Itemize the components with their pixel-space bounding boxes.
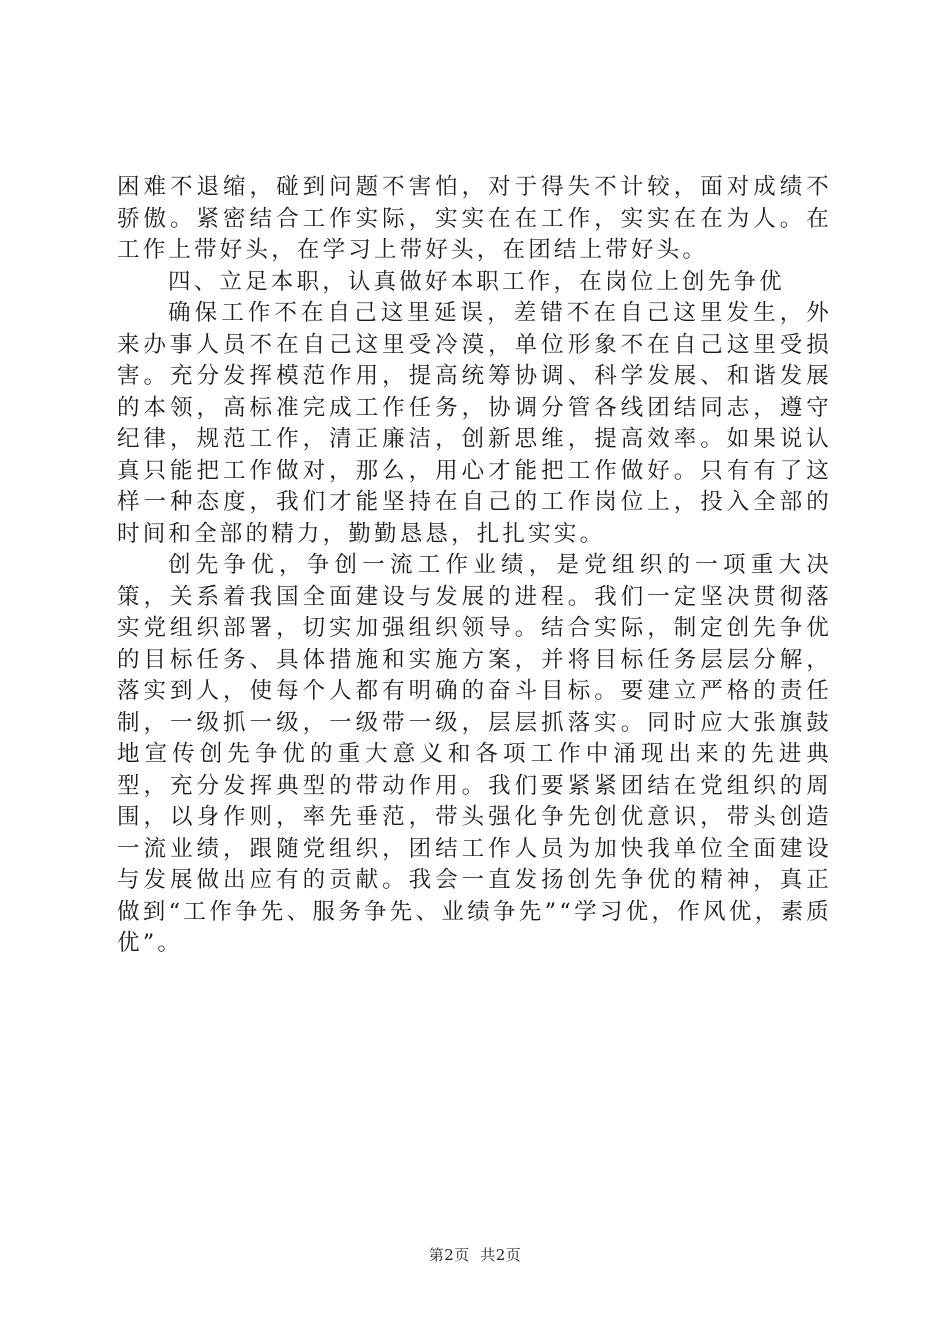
paragraph-2: 确保工作不在自己这里延误，差错不在自己这里发生，外来办事人员不在自己这里受冷漠，单位形象不在自己这里受损害。充分发挥模范作用，提高统筹协调、科学发展、和谐发展的本领，高标准完成工作任务，协调分管各线团结同志，遵守纪律，规范工作，清正廉洁，创新思维，提高效率。如果说认真只能把工作做对，那么，用心才能把工作做好。只有有了这样一种态度，我们才能坚持在自己的工作岗位上，投入全部的时间和全部的精力，勤勤恳恳，扎扎实实。 <box>117 300 832 547</box>
document-body <box>117 172 832 960</box>
page-number-label: 第2页 共2页 <box>428 1246 522 1264</box>
page-footer <box>0 1244 950 1265</box>
paragraph-1: 困难不退缩，碰到问题不害怕，对于得失不计较，面对成绩不骄傲。紧密结合工作实际，实实在在工作，实实在在为人。在工作上带好头，在学习上带好头，在团结上带好头。 <box>117 174 832 263</box>
paragraph-3: 创先争优，争创一流工作业绩，是党组织的一项重大决策，关系着我国全面建设与发展的进程。我们一定坚决贯彻落实党组织部署，切实加强组织领导。结合实际，制定创先争优的目标任务、具体措施和实施方案，并将目标任务层层分解，落实到人，使每个人都有明确的奋斗目标。要建立严格的责任制，一级抓一级，一级带一级，层层抓落实。同时应大张旗鼓地宣传创先争优的重大意义和各项工作中涌现出来的先进典型，充分发挥典型的带动作用。我们要紧紧团结在党组织的周围，以身作则，率先垂范，带头强化争先创优意识，带头创造一流业绩，跟随党组织，团结工作人员为加快我单位全面建设与发展做出应有的贡献。我会一直发扬创先争优的精神，真正做到“工作争先、服务争先、业绩争先”“学习优，作风优，素质优”。 <box>117 552 832 956</box>
section-heading: 四、立足本职，认真做好本职工作，在岗位上创先争优 <box>168 268 785 295</box>
